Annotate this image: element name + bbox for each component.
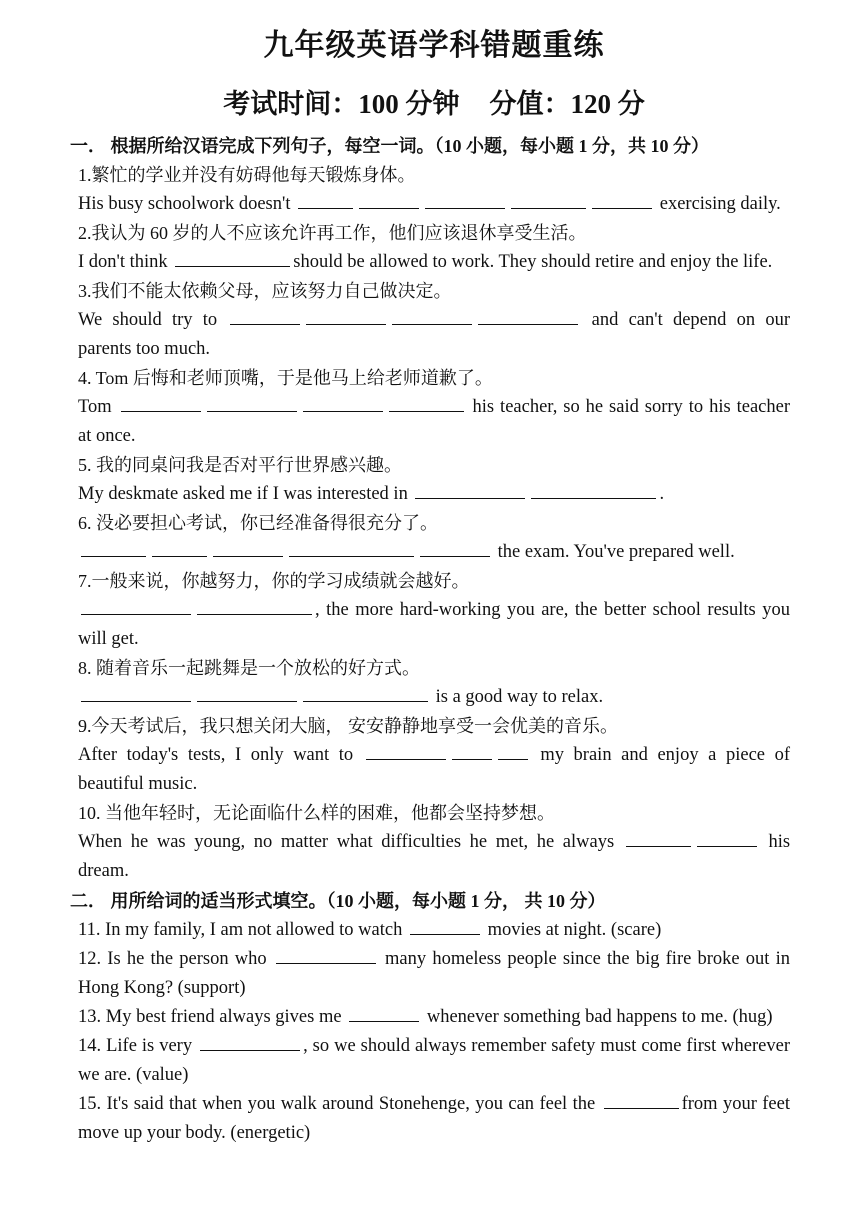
- q5-blank-1[interactable]: [415, 484, 525, 499]
- q6-blank-3[interactable]: [213, 542, 283, 557]
- q4-blank-3[interactable]: [303, 397, 383, 412]
- q1-blank-2[interactable]: [359, 194, 419, 209]
- q4-english: Tom his teacher, so he said sorry to his teacher at once.: [78, 397, 790, 446]
- q1-blank-1[interactable]: [298, 194, 353, 209]
- q15-blank[interactable]: [604, 1094, 679, 1109]
- q4-chinese: 4. Tom 后悔和老师顶嘴，于是他马上给老师道歉了。: [78, 368, 493, 388]
- q6-blank-1[interactable]: [81, 542, 146, 557]
- q9-blank-1[interactable]: [366, 745, 446, 760]
- q8-blank-2[interactable]: [197, 687, 297, 702]
- q3-blank-3[interactable]: [392, 310, 472, 325]
- q7-chinese: 7.一般来说，你越努力，你的学习成绩就会越好。: [78, 571, 470, 591]
- q14: 14. Life is very , so we should always remember safety must come first wherever we are. (value): [78, 1036, 790, 1085]
- section-2-heading: 二． 用所给词的适当形式填空。（10 小题，每小题 1 分， 共 10 分）: [70, 891, 606, 911]
- q4-blank-1[interactable]: [121, 397, 201, 412]
- q2-chinese: 2.我认为 60 岁的人不应该允许再工作，他们应该退休享受生活。: [78, 223, 587, 243]
- q14-blank[interactable]: [200, 1036, 300, 1051]
- q6-english: the exam. You've prepared well.: [78, 538, 790, 567]
- q6-blank-4[interactable]: [289, 542, 414, 557]
- q1-blank-3[interactable]: [425, 194, 505, 209]
- section-1-heading: 一． 根据所给汉语完成下列句子，每空一词。（10 小题，每小题 1 分，共 10 分）: [70, 136, 709, 156]
- q8-english: is a good way to relax.: [78, 683, 790, 712]
- q2-blank-1[interactable]: [175, 252, 290, 267]
- q10-blank-2[interactable]: [697, 832, 757, 847]
- q9-chinese: 9.今天考试后，我只想关闭大脑， 安安静静地享受一会优美的音乐。: [78, 716, 618, 736]
- q8-chinese: 8. 随着音乐一起跳舞是一个放松的好方式。: [78, 658, 420, 678]
- q6-chinese: 6. 没必要担心考试，你已经准备得很充分了。: [78, 513, 438, 533]
- q1-english: His busy schoolwork doesn't exercising daily.: [78, 194, 781, 214]
- q11-blank[interactable]: [410, 920, 480, 935]
- q3-chinese: 3.我们不能太依赖父母，应该努力自己做决定。: [78, 281, 452, 301]
- q8-blank-1[interactable]: [81, 687, 191, 702]
- q9-blank-3[interactable]: [498, 745, 528, 760]
- exam-time: 考试时间：100 分钟: [223, 89, 460, 119]
- q5-english: My deskmate asked me if I was interested in .: [78, 484, 665, 504]
- q7-english: , the more hard-working you are, the better school results you will get.: [78, 600, 790, 649]
- exam-score: 分值：120 分: [489, 89, 645, 119]
- q11: 11. In my family, I am not allowed to watch movies at night. (scare): [78, 920, 662, 940]
- q7-blank-1[interactable]: [81, 600, 191, 615]
- q9-blank-2[interactable]: [452, 745, 492, 760]
- q12: 12. Is he the person who many homeless people since the big fire broke out in Hong Kong? (support): [78, 949, 791, 998]
- q10-english: When he was young, no matter what difficulties he met, he always his dream.: [78, 832, 791, 881]
- q6-blank-5[interactable]: [420, 542, 490, 557]
- q5-blank-2[interactable]: [531, 484, 656, 499]
- q2-english: I don't think should be allowed to work. They should retire and enjoy the life.: [78, 252, 773, 272]
- q3-blank-1[interactable]: [230, 310, 300, 325]
- q3-blank-2[interactable]: [306, 310, 386, 325]
- q7-blank-2[interactable]: [197, 600, 312, 615]
- q13: 13. My best friend always gives me whenever something bad happens to me. (hug): [78, 1007, 773, 1027]
- q10-chinese: 10. 当他年轻时，无论面临什么样的困难，他都会坚持梦想。: [78, 803, 555, 823]
- q1-chinese: 1.繁忙的学业并没有妨碍他每天锻炼身体。: [78, 165, 416, 185]
- q15: 15. It's said that when you walk around Stonehenge, you can feel the from your feet move up your body. (energetic): [78, 1094, 790, 1143]
- q1-blank-4[interactable]: [511, 194, 586, 209]
- q8-blank-3[interactable]: [303, 687, 428, 702]
- q3-english: We should try to and can't depend on our parents too much.: [78, 310, 790, 359]
- q3-blank-4[interactable]: [478, 310, 578, 325]
- exam-info: [78, 82, 790, 121]
- q1-blank-5[interactable]: [592, 194, 652, 209]
- q4-blank-2[interactable]: [207, 397, 297, 412]
- q9-english: After today's tests, I only want to my brain and enjoy a piece of beautiful music.: [78, 745, 790, 794]
- page-title: 九年级英语学科错题重练: [263, 29, 605, 62]
- q10-blank-1[interactable]: [626, 832, 691, 847]
- q6-blank-2[interactable]: [152, 542, 207, 557]
- q12-blank[interactable]: [276, 949, 376, 964]
- q13-blank[interactable]: [349, 1007, 419, 1022]
- q4-blank-4[interactable]: [389, 397, 464, 412]
- q5-chinese: 5. 我的同桌问我是否对平行世界感兴趣。: [78, 455, 402, 475]
